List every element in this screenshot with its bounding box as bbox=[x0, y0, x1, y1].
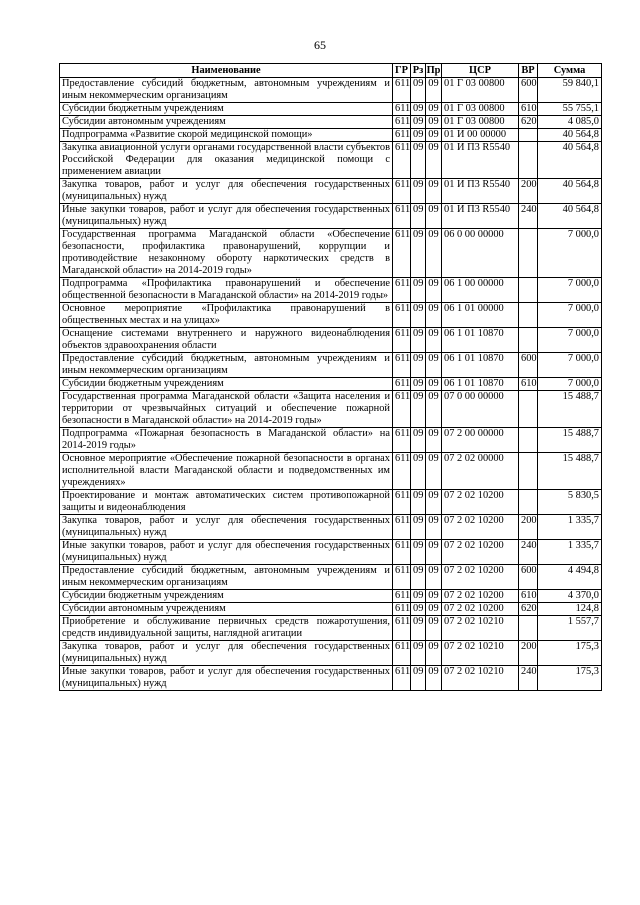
cell-sum: 15 488,7 bbox=[538, 453, 602, 490]
table-row bbox=[60, 641, 602, 666]
cell-gr: 611 bbox=[393, 616, 411, 641]
cell-pr: 09 bbox=[426, 278, 442, 303]
cell-vr: 610 bbox=[519, 378, 538, 391]
cell-gr: 611 bbox=[393, 229, 411, 278]
header-name: Наименование bbox=[60, 64, 393, 78]
cell-vr: 200 bbox=[519, 641, 538, 666]
cell-name: Субсидии бюджетным учреждениям bbox=[60, 103, 393, 116]
cell-rz: 09 bbox=[411, 142, 426, 179]
cell-name: Основное мероприятие «Профилактика правонарушений в общественных местах и на улицах» bbox=[60, 303, 393, 328]
cell-csr: 07 2 02 10200 bbox=[442, 490, 519, 515]
cell-name: Подпрограмма «Развитие скорой медицинской помощи» bbox=[60, 129, 393, 142]
cell-csr: 07 2 02 10210 bbox=[442, 641, 519, 666]
cell-gr: 611 bbox=[393, 428, 411, 453]
cell-csr: 06 1 01 00000 bbox=[442, 303, 519, 328]
cell-pr: 09 bbox=[426, 229, 442, 278]
cell-name: Закупка авиационной услуги органами государственной власти субъектов Российской Федерации для оказания медицинской помощи с применением авиации bbox=[60, 142, 393, 179]
cell-pr: 09 bbox=[426, 391, 442, 428]
cell-name: Оснащение системами внутреннего и наружного видеонаблюдения объектов здравоохранения области bbox=[60, 328, 393, 353]
cell-rz: 09 bbox=[411, 590, 426, 603]
cell-csr: 01 И П3 R5540 bbox=[442, 179, 519, 204]
cell-gr: 611 bbox=[393, 353, 411, 378]
cell-pr: 09 bbox=[426, 490, 442, 515]
cell-sum: 40 564,8 bbox=[538, 142, 602, 179]
cell-csr: 07 2 02 10200 bbox=[442, 603, 519, 616]
cell-rz: 09 bbox=[411, 204, 426, 229]
cell-gr: 611 bbox=[393, 490, 411, 515]
cell-rz: 09 bbox=[411, 103, 426, 116]
cell-csr: 06 1 00 00000 bbox=[442, 278, 519, 303]
cell-rz: 09 bbox=[411, 378, 426, 391]
table-row bbox=[60, 540, 602, 565]
cell-rz: 09 bbox=[411, 229, 426, 278]
cell-name: Закупка товаров, работ и услуг для обеспечения государственных (муниципальных) нужд bbox=[60, 641, 393, 666]
cell-gr: 611 bbox=[393, 78, 411, 103]
table-row bbox=[60, 590, 602, 603]
cell-pr: 09 bbox=[426, 204, 442, 229]
cell-vr bbox=[519, 616, 538, 641]
table-row bbox=[60, 179, 602, 204]
cell-csr: 07 2 02 10200 bbox=[442, 590, 519, 603]
cell-vr bbox=[519, 129, 538, 142]
cell-rz: 09 bbox=[411, 353, 426, 378]
cell-csr: 01 И 00 00000 bbox=[442, 129, 519, 142]
cell-pr: 09 bbox=[426, 666, 442, 691]
cell-name: Иные закупки товаров, работ и услуг для обеспечения государственных (муниципальных) нужд bbox=[60, 204, 393, 229]
cell-csr: 07 2 02 00000 bbox=[442, 453, 519, 490]
cell-csr: 07 0 00 00000 bbox=[442, 391, 519, 428]
cell-name: Предоставление субсидий бюджетным, автономным учреждениям и иным некоммерческим организациям bbox=[60, 78, 393, 103]
table-row bbox=[60, 490, 602, 515]
cell-gr: 611 bbox=[393, 116, 411, 129]
cell-name: Предоставление субсидий бюджетным, автономным учреждениям и иным некоммерческим организациям bbox=[60, 353, 393, 378]
cell-sum: 7 000,0 bbox=[538, 229, 602, 278]
cell-gr: 611 bbox=[393, 204, 411, 229]
cell-rz: 09 bbox=[411, 428, 426, 453]
cell-rz: 09 bbox=[411, 116, 426, 129]
cell-gr: 611 bbox=[393, 103, 411, 116]
cell-csr: 07 2 00 00000 bbox=[442, 428, 519, 453]
cell-sum: 40 564,8 bbox=[538, 179, 602, 204]
cell-name: Иные закупки товаров, работ и услуг для обеспечения государственных (муниципальных) нужд bbox=[60, 666, 393, 691]
cell-gr: 611 bbox=[393, 453, 411, 490]
table-row bbox=[60, 565, 602, 590]
cell-gr: 611 bbox=[393, 565, 411, 590]
cell-rz: 09 bbox=[411, 616, 426, 641]
cell-sum: 175,3 bbox=[538, 641, 602, 666]
cell-pr: 09 bbox=[426, 179, 442, 204]
cell-csr: 01 Г 03 00800 bbox=[442, 116, 519, 129]
cell-csr: 07 2 02 10200 bbox=[442, 565, 519, 590]
cell-name: Государственная программа Магаданской области «Защита населения и территории от чрезвычайных ситуаций и обеспечение пожарной безопасности в Магаданской области» на 2014-2019 годы» bbox=[60, 391, 393, 428]
cell-name: Субсидии автономным учреждениям bbox=[60, 116, 393, 129]
cell-vr: 600 bbox=[519, 565, 538, 590]
cell-pr: 09 bbox=[426, 353, 442, 378]
cell-rz: 09 bbox=[411, 453, 426, 490]
cell-pr: 09 bbox=[426, 428, 442, 453]
cell-vr: 600 bbox=[519, 78, 538, 103]
page-number: 65 bbox=[314, 38, 326, 52]
cell-rz: 09 bbox=[411, 78, 426, 103]
cell-gr: 611 bbox=[393, 540, 411, 565]
table-row bbox=[60, 391, 602, 428]
cell-rz: 09 bbox=[411, 490, 426, 515]
cell-name: Подпрограмма «Профилактика правонарушений и обеспечение общественной безопасности в Магаданской области» на 2014-2019 годы» bbox=[60, 278, 393, 303]
cell-vr bbox=[519, 490, 538, 515]
cell-sum: 124,8 bbox=[538, 603, 602, 616]
cell-pr: 09 bbox=[426, 129, 442, 142]
header-sum: Сумма bbox=[538, 64, 602, 78]
cell-rz: 09 bbox=[411, 303, 426, 328]
cell-pr: 09 bbox=[426, 453, 442, 490]
cell-vr bbox=[519, 278, 538, 303]
cell-name: Закупка товаров, работ и услуг для обеспечения государственных (муниципальных) нужд bbox=[60, 515, 393, 540]
table-row bbox=[60, 278, 602, 303]
cell-gr: 611 bbox=[393, 590, 411, 603]
table-body bbox=[60, 78, 602, 691]
cell-pr: 09 bbox=[426, 78, 442, 103]
table-row bbox=[60, 116, 602, 129]
cell-rz: 09 bbox=[411, 328, 426, 353]
cell-name: Приобретение и обслуживание первичных средств пожаротушения, средств индивидуальной защиты, наглядной агитации bbox=[60, 616, 393, 641]
cell-csr: 06 1 01 10870 bbox=[442, 328, 519, 353]
cell-gr: 611 bbox=[393, 391, 411, 428]
table-row bbox=[60, 378, 602, 391]
cell-sum: 40 564,8 bbox=[538, 204, 602, 229]
cell-csr: 07 2 02 10210 bbox=[442, 666, 519, 691]
cell-sum: 55 755,1 bbox=[538, 103, 602, 116]
cell-sum: 1 335,7 bbox=[538, 515, 602, 540]
cell-pr: 09 bbox=[426, 540, 442, 565]
cell-gr: 611 bbox=[393, 303, 411, 328]
cell-pr: 09 bbox=[426, 603, 442, 616]
cell-vr: 610 bbox=[519, 103, 538, 116]
cell-vr: 240 bbox=[519, 540, 538, 565]
cell-vr: 200 bbox=[519, 179, 538, 204]
table-row bbox=[60, 666, 602, 691]
cell-sum: 15 488,7 bbox=[538, 391, 602, 428]
cell-sum: 7 000,0 bbox=[538, 353, 602, 378]
header-csr: ЦСР bbox=[442, 64, 519, 78]
cell-sum: 15 488,7 bbox=[538, 428, 602, 453]
cell-pr: 09 bbox=[426, 565, 442, 590]
header-vr: ВР bbox=[519, 64, 538, 78]
cell-name: Предоставление субсидий бюджетным, автономным учреждениям и иным некоммерческим организациям bbox=[60, 565, 393, 590]
cell-pr: 09 bbox=[426, 303, 442, 328]
table-row bbox=[60, 428, 602, 453]
cell-pr: 09 bbox=[426, 616, 442, 641]
cell-pr: 09 bbox=[426, 103, 442, 116]
table-row bbox=[60, 353, 602, 378]
table-row bbox=[60, 328, 602, 353]
cell-pr: 09 bbox=[426, 328, 442, 353]
cell-vr bbox=[519, 328, 538, 353]
cell-csr: 06 1 01 10870 bbox=[442, 353, 519, 378]
cell-rz: 09 bbox=[411, 179, 426, 204]
cell-sum: 7 000,0 bbox=[538, 303, 602, 328]
cell-name: Проектирование и монтаж автоматических систем противопожарной защиты и видеонаблюдения bbox=[60, 490, 393, 515]
cell-vr bbox=[519, 303, 538, 328]
header-pr: Пр bbox=[426, 64, 441, 76]
cell-rz: 09 bbox=[411, 515, 426, 540]
cell-csr: 06 0 00 00000 bbox=[442, 229, 519, 278]
cell-pr: 09 bbox=[426, 142, 442, 179]
cell-csr: 01 И П3 R5540 bbox=[442, 142, 519, 179]
cell-gr: 611 bbox=[393, 378, 411, 391]
cell-csr: 07 2 02 10200 bbox=[442, 515, 519, 540]
cell-vr bbox=[519, 453, 538, 490]
cell-sum: 175,3 bbox=[538, 666, 602, 691]
cell-pr: 09 bbox=[426, 641, 442, 666]
cell-gr: 611 bbox=[393, 179, 411, 204]
cell-sum: 7 000,0 bbox=[538, 278, 602, 303]
table-row bbox=[60, 142, 602, 179]
cell-csr: 07 2 02 10200 bbox=[442, 540, 519, 565]
table-row bbox=[60, 78, 602, 103]
cell-pr: 09 bbox=[426, 116, 442, 129]
cell-vr bbox=[519, 142, 538, 179]
cell-rz: 09 bbox=[411, 603, 426, 616]
cell-gr: 611 bbox=[393, 641, 411, 666]
cell-sum: 7 000,0 bbox=[538, 328, 602, 353]
table-header-row bbox=[60, 64, 602, 78]
cell-rz: 09 bbox=[411, 540, 426, 565]
cell-vr: 620 bbox=[519, 116, 538, 129]
cell-gr: 611 bbox=[393, 515, 411, 540]
cell-vr: 200 bbox=[519, 515, 538, 540]
cell-name: Иные закупки товаров, работ и услуг для обеспечения государственных (муниципальных) нужд bbox=[60, 540, 393, 565]
cell-rz: 09 bbox=[411, 565, 426, 590]
cell-vr bbox=[519, 428, 538, 453]
cell-gr: 611 bbox=[393, 328, 411, 353]
cell-gr: 611 bbox=[393, 666, 411, 691]
table-row bbox=[60, 616, 602, 641]
cell-csr: 01 И П3 R5540 bbox=[442, 204, 519, 229]
cell-csr: 01 Г 03 00800 bbox=[442, 103, 519, 116]
cell-vr: 620 bbox=[519, 603, 538, 616]
cell-vr: 240 bbox=[519, 204, 538, 229]
table-row bbox=[60, 129, 602, 142]
cell-sum: 4 494,8 bbox=[538, 565, 602, 590]
budget-table bbox=[59, 63, 602, 691]
cell-csr: 01 Г 03 00800 bbox=[442, 78, 519, 103]
table-row bbox=[60, 515, 602, 540]
cell-name: Закупка товаров, работ и услуг для обеспечения государственных (муниципальных) нужд bbox=[60, 179, 393, 204]
table-row bbox=[60, 603, 602, 616]
cell-sum: 5 830,5 bbox=[538, 490, 602, 515]
cell-sum: 4 085,0 bbox=[538, 116, 602, 129]
cell-name: Подпрограмма «Пожарная безопасность в Магаданской области» на 2014-2019 годы» bbox=[60, 428, 393, 453]
cell-rz: 09 bbox=[411, 129, 426, 142]
cell-gr: 611 bbox=[393, 142, 411, 179]
cell-name: Основное мероприятие «Обеспечение пожарной безопасности в органах исполнительной власти Магаданской области и подведомственных им учреждениях» bbox=[60, 453, 393, 490]
cell-vr: 240 bbox=[519, 666, 538, 691]
cell-vr: 610 bbox=[519, 590, 538, 603]
cell-name: Субсидии бюджетным учреждениям bbox=[60, 378, 393, 391]
header-rz: Рз bbox=[411, 64, 426, 78]
cell-pr: 09 bbox=[426, 378, 442, 391]
cell-pr: 09 bbox=[426, 590, 442, 603]
table-row bbox=[60, 303, 602, 328]
cell-vr: 600 bbox=[519, 353, 538, 378]
cell-csr: 06 1 01 10870 bbox=[442, 378, 519, 391]
cell-sum: 40 564,8 bbox=[538, 129, 602, 142]
table-row bbox=[60, 453, 602, 490]
cell-rz: 09 bbox=[411, 641, 426, 666]
table-row bbox=[60, 103, 602, 116]
cell-name: Субсидии бюджетным учреждениям bbox=[60, 590, 393, 603]
cell-sum: 1 335,7 bbox=[538, 540, 602, 565]
table-row bbox=[60, 229, 602, 278]
cell-rz: 09 bbox=[411, 666, 426, 691]
cell-gr: 611 bbox=[393, 603, 411, 616]
cell-sum: 4 370,0 bbox=[538, 590, 602, 603]
cell-sum: 7 000,0 bbox=[538, 378, 602, 391]
cell-sum: 59 840,1 bbox=[538, 78, 602, 103]
cell-sum: 1 557,7 bbox=[538, 616, 602, 641]
table-row bbox=[60, 204, 602, 229]
header-gr: ГР bbox=[393, 64, 411, 78]
cell-gr: 611 bbox=[393, 129, 411, 142]
cell-name: Государственная программа Магаданской области «Обеспечение безопасности, профилактика правонарушений, коррупции и противодействие незаконному обороту наркотических средств в Магаданской области» на 2014-2019 годы» bbox=[60, 229, 393, 278]
cell-rz: 09 bbox=[411, 278, 426, 303]
cell-pr: 09 bbox=[426, 515, 442, 540]
cell-vr bbox=[519, 391, 538, 428]
cell-csr: 07 2 02 10210 bbox=[442, 616, 519, 641]
cell-vr bbox=[519, 229, 538, 278]
cell-rz: 09 bbox=[411, 391, 426, 428]
cell-name: Субсидии автономным учреждениям bbox=[60, 603, 393, 616]
cell-gr: 611 bbox=[393, 278, 411, 303]
